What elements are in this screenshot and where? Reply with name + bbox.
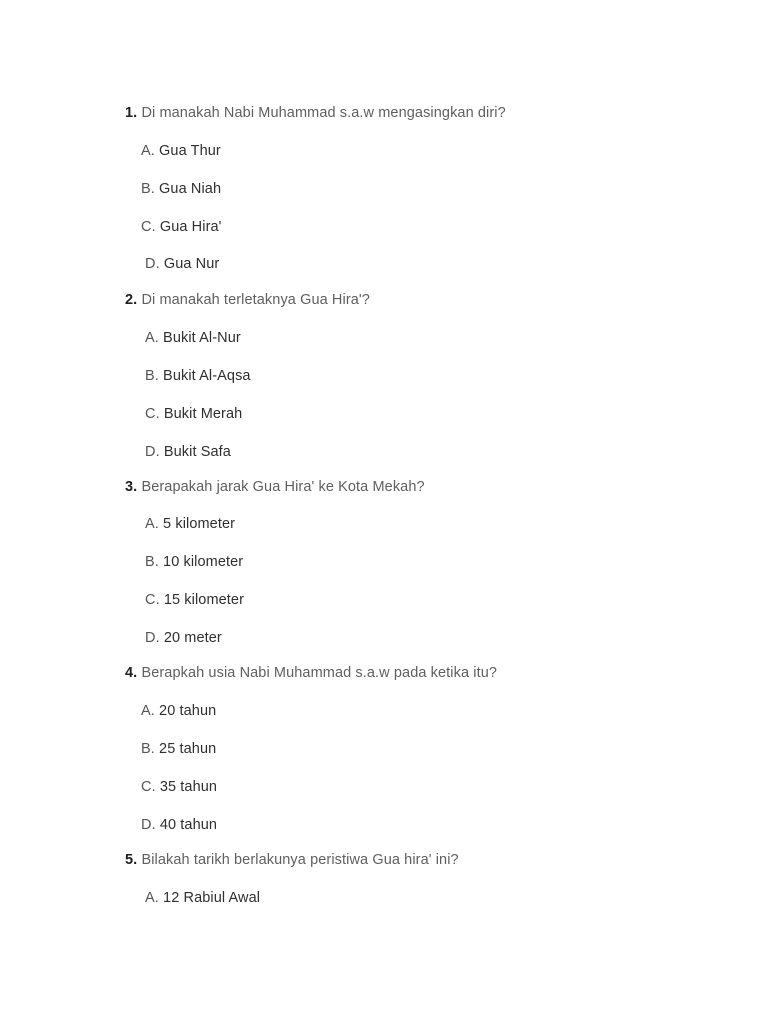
option-4d (141, 816, 217, 834)
option-1c (141, 218, 222, 236)
option-1b (141, 180, 221, 198)
option-letter: A. (145, 516, 159, 532)
question-text: Berapkah usia Nabi Muhammad s.a.w pada ketika itu? (141, 665, 498, 681)
option-text: 20 meter (163, 630, 222, 646)
option-3d (145, 629, 222, 647)
option-text: Bukit Safa (163, 444, 231, 460)
question-number: 1. (125, 105, 138, 121)
option-1d (145, 255, 219, 273)
option-letter: B. (145, 368, 159, 384)
option-4a (141, 702, 216, 720)
option-2b (145, 367, 251, 385)
option-4b (141, 740, 216, 758)
option-text: Bukit Al-Nur (163, 330, 241, 346)
option-text: Gua Niah (159, 181, 222, 197)
option-letter: D. (145, 444, 160, 460)
option-text: Gua Thur (159, 143, 221, 159)
question-3 (125, 478, 425, 496)
option-text: 35 tahun (159, 779, 218, 795)
question-text: Di manakah terletaknya Gua Hira'? (141, 292, 370, 308)
option-2a (145, 329, 241, 347)
option-text: 12 Rabiul Awal (163, 890, 261, 906)
option-letter: D. (145, 256, 160, 272)
option-text: 25 tahun (159, 741, 217, 757)
option-text: Gua Hira' (159, 219, 222, 235)
option-2d (145, 443, 231, 461)
option-text: 40 tahun (159, 817, 218, 833)
option-text: Gua Nur (163, 256, 220, 272)
question-number: 3. (125, 479, 138, 495)
option-letter: B. (141, 181, 155, 197)
option-letter: B. (141, 741, 155, 757)
question-5 (125, 851, 459, 869)
question-number: 4. (125, 665, 138, 681)
question-4 (125, 664, 497, 682)
question-text: Di manakah Nabi Muhammad s.a.w mengasingkan diri? (141, 105, 506, 121)
option-letter: D. (141, 817, 156, 833)
option-letter: C. (141, 779, 156, 795)
option-letter: A. (141, 703, 155, 719)
option-letter: C. (145, 406, 160, 422)
option-text: Bukit Al-Aqsa (163, 368, 251, 384)
option-letter: A. (145, 890, 159, 906)
question-2 (125, 291, 370, 309)
question-text: Berapakah jarak Gua Hira' ke Kota Mekah? (141, 479, 425, 495)
option-letter: C. (145, 592, 160, 608)
option-letter: B. (145, 554, 159, 570)
option-text: 20 tahun (159, 703, 217, 719)
option-5a (145, 889, 260, 907)
option-letter: D. (145, 630, 160, 646)
option-4c (141, 778, 217, 796)
option-3c (145, 591, 244, 609)
option-text: 10 kilometer (163, 554, 244, 570)
option-text: Bukit Merah (163, 406, 243, 422)
option-text: 15 kilometer (163, 592, 245, 608)
option-letter: A. (145, 330, 159, 346)
option-2c (145, 405, 242, 423)
option-text: 5 kilometer (163, 516, 236, 532)
question-1 (125, 104, 506, 122)
question-text: Bilakah tarikh berlakunya peristiwa Gua hira' ini? (141, 852, 459, 868)
option-letter: A. (141, 143, 155, 159)
question-number: 5. (125, 852, 138, 868)
option-letter: C. (141, 219, 156, 235)
option-3b (145, 553, 243, 571)
question-number: 2. (125, 292, 138, 308)
option-1a (141, 142, 221, 160)
option-3a (145, 515, 235, 533)
